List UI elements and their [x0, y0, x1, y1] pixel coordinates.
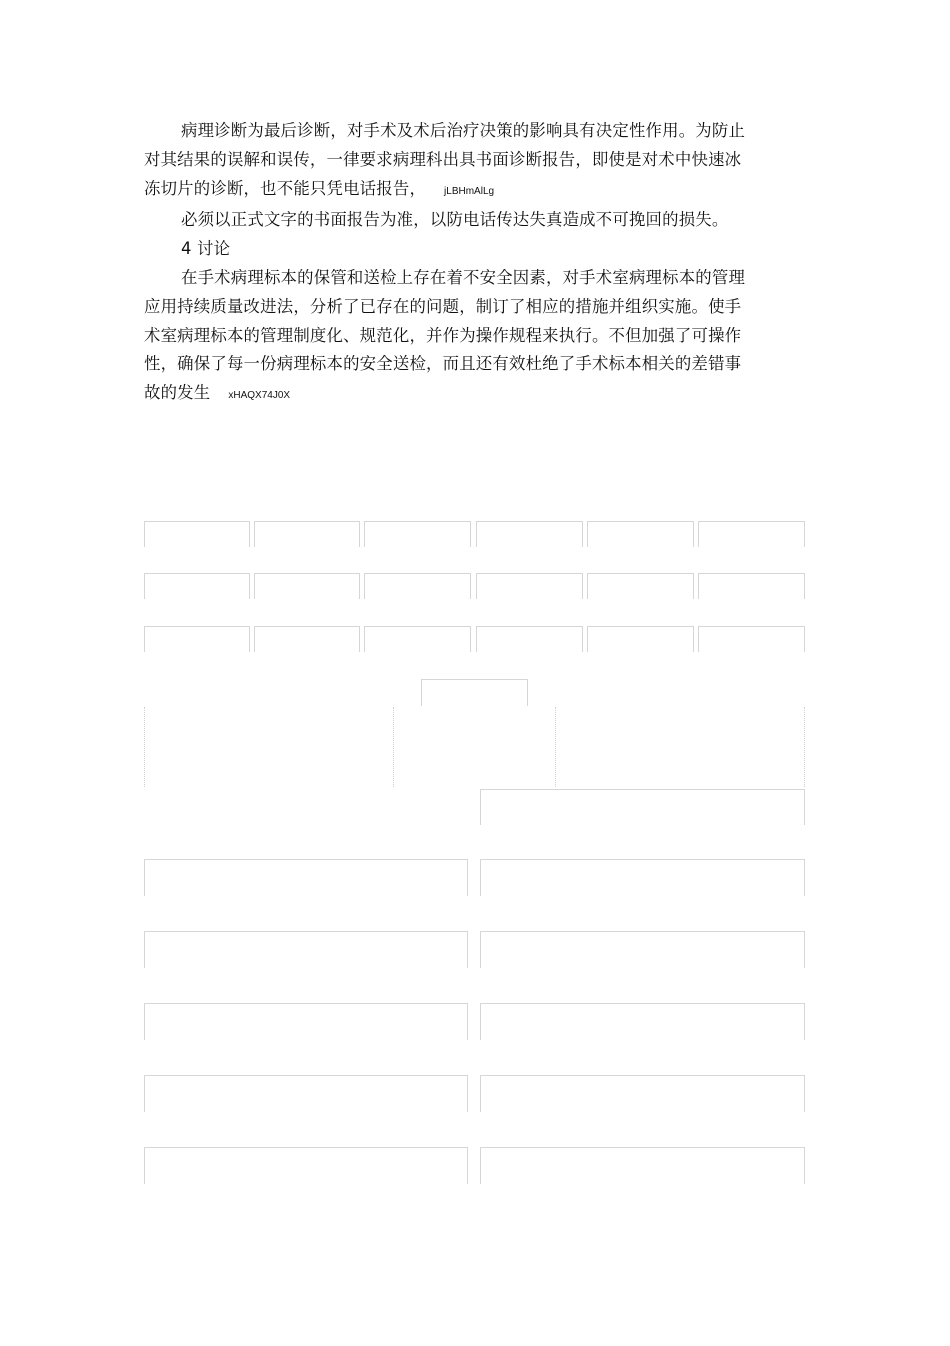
- dotted-divider: [393, 707, 394, 787]
- empty-box: [698, 573, 805, 599]
- empty-box: [144, 1003, 468, 1040]
- empty-box: [480, 1075, 805, 1112]
- doc-code-2: xHAQX74J0X: [228, 390, 291, 402]
- paragraph-1: 病理诊断为最后诊断，对手术及术后治疗决策的影响具有决定性作用。为防止对其结果的误解和误传，一律要求病理科出具书面诊断报告，即使是对术中快速冰冻切片的诊断，也不能只凭电话报告， jLBHmAlLg: [144, 121, 746, 198]
- empty-box: [476, 626, 583, 652]
- empty-box: [480, 931, 805, 968]
- empty-box: [144, 626, 250, 652]
- empty-box: [144, 573, 250, 599]
- body-text: [144, 117, 756, 411]
- empty-box: [421, 679, 528, 706]
- empty-box: [254, 573, 360, 599]
- empty-box: [144, 1147, 468, 1184]
- paragraph-2: 必须以正式文字的书面报告为准，以防电话传达失真造成不可挽回的损失。: [181, 210, 729, 230]
- dotted-divider: [555, 707, 556, 787]
- empty-box: [480, 1003, 805, 1040]
- empty-box: [476, 521, 583, 547]
- empty-box: [480, 1147, 805, 1184]
- empty-box: [144, 1075, 468, 1112]
- empty-box: [587, 626, 694, 652]
- empty-box: [480, 789, 805, 825]
- empty-box: [587, 521, 694, 547]
- doc-code-1: jLBHmAlLg: [444, 185, 495, 197]
- empty-box: [698, 521, 805, 547]
- section-heading: 4 讨论: [181, 239, 231, 259]
- dotted-divider: [144, 707, 145, 787]
- dotted-divider: [804, 707, 805, 787]
- empty-box: [587, 573, 694, 599]
- empty-box: [480, 859, 805, 896]
- empty-box: [364, 573, 471, 599]
- empty-box: [476, 573, 583, 599]
- empty-box: [144, 521, 250, 547]
- empty-box: [364, 626, 471, 652]
- empty-box: [698, 626, 805, 652]
- empty-box: [144, 859, 468, 896]
- empty-box: [364, 521, 471, 547]
- empty-box: [144, 931, 468, 968]
- empty-box: [254, 521, 360, 547]
- paragraph-3: 在手术病理标本的保管和送检上存在着不安全因素，对手术室病理标本的管理应用持续质量改进法，分析了已存在的问题，制订了相应的措施并组织实施。使手术室病理标本的管理制度化、规范化，并作为操作规程来执行。不但加强了可操作性，确保了每一份病理标本的安全送检，而且还有效杜绝了手术标本相关的差错事故的发生 xHAQX74J0X: [144, 267, 746, 403]
- empty-box: [254, 626, 360, 652]
